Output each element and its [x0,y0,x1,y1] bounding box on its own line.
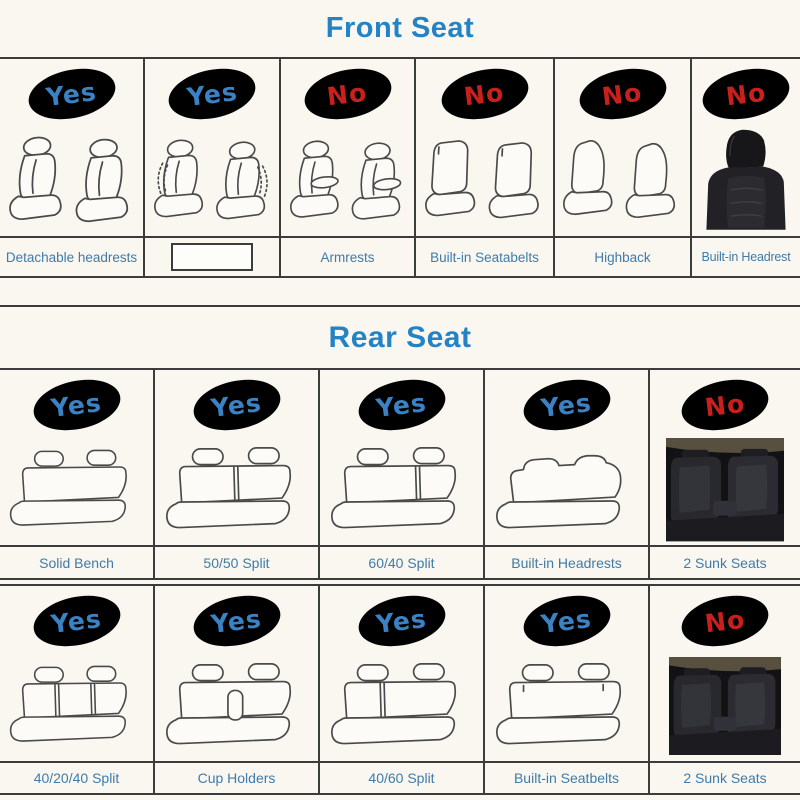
front-seats-armrests-icon [288,138,407,223]
verdict-text: Yes [539,387,594,423]
rear-cell-4060-split [320,586,485,793]
verdict-text: Yes [44,76,99,112]
verdict-text: No [703,388,747,422]
illustration-area [155,435,318,545]
verdict-text: Yes [374,603,429,639]
illustration-area [281,124,414,236]
verdict-badge [300,64,396,124]
front-seats-belts-icon [423,136,546,223]
verdict-badge [29,375,125,435]
illustration-area [650,435,800,545]
verdict-badge [164,64,260,124]
sunk-seats-photo [669,657,781,755]
front-seats-icon [7,134,136,225]
verdict-text: No [724,77,768,111]
caption: 2 Sunk Seats [650,545,800,578]
verdict-badge [189,591,285,651]
verdict-badge [354,591,450,651]
caption: Armrests [281,236,414,276]
verdict-text: Yes [49,387,104,423]
verdict-badge [519,375,615,435]
front-seat-title: Front Seat [325,12,475,44]
verdict-text: No [462,77,507,111]
front-seat-grid [0,57,800,278]
front-cell-built-in-headrest [692,59,800,276]
verdict-badge [575,64,671,124]
caption: 2 Sunk Seats [650,761,800,793]
bench-402040-icon [7,660,145,752]
highback-seats-icon [562,137,683,223]
verdict-text: Yes [209,603,264,639]
caption: Solid Bench [0,545,153,578]
caption: Built-in Headrests [485,545,648,578]
bench-molded-headrests-icon [493,441,641,539]
illustration-area [0,124,143,236]
bench-cup-holders-icon [163,657,311,755]
rear-cell-6040-split [320,370,485,578]
rear-cell-built-in-seatbelts [485,586,650,793]
illustration-area [650,651,800,761]
illustration-area [320,435,483,545]
verdict-text: Yes [539,603,594,639]
front-cell-detachable-headrests [0,59,145,276]
front-cell-armrests [281,59,416,276]
verdict-text: No [325,77,370,111]
rear-cell-cup-holders [155,586,320,793]
verdict-text: Yes [374,387,429,423]
verdict-text: No [703,604,747,638]
illustration-area [145,124,279,236]
caption: 40/20/40 Split [0,761,153,793]
bench-4060-icon [328,657,476,755]
caption: Highback [555,236,690,276]
front-seats-dotted-icon [152,137,272,222]
bench-belts-icon [493,657,641,755]
verdict-text: No [600,77,645,111]
front-cell-highback [555,59,692,276]
illustration-area [416,124,553,236]
rear-seat-grid-row1 [0,368,800,580]
illustration-area [155,651,318,761]
rear-seat-grid-row2 [0,584,800,795]
verdict-badge [698,64,794,124]
verdict-text: Yes [49,603,104,639]
caption: 40/60 Split [320,761,483,793]
caption: Built-in Headrest [692,236,800,276]
front-cell-blank-label [145,59,281,276]
illustration-area [485,651,648,761]
illustration-area [0,435,153,545]
verdict-badge [354,375,450,435]
empty-label-box [171,243,253,271]
caption: 50/50 Split [155,545,318,578]
caption [145,236,279,276]
illustration-area [692,124,800,236]
verdict-badge [29,591,125,651]
rear-cell-5050-split [155,370,320,578]
illustration-area [485,435,648,545]
verdict-badge [519,591,615,651]
rear-cell-sunk-seats-1 [650,370,800,578]
rear-cell-built-in-headrests [485,370,650,578]
bench-solid-icon [7,444,145,536]
black-seat-photo [701,128,791,232]
caption: Cup Holders [155,761,318,793]
bench-5050-icon [163,441,311,539]
caption: 60/40 Split [320,545,483,578]
rear-cell-sunk-seats-2 [650,586,800,793]
verdict-badge [189,375,285,435]
verdict-badge [24,64,120,124]
verdict-badge [677,375,773,435]
illustration-area [0,651,153,761]
verdict-text: Yes [185,76,239,112]
illustration-area [555,124,690,236]
section-separator [0,278,800,307]
rear-cell-402040-split [0,586,155,793]
sunk-seats-photo [666,438,784,541]
verdict-badge [677,591,773,651]
caption: Detachable headrests [0,236,143,276]
caption: Built-in Seatabelts [416,236,553,276]
rear-cell-solid-bench [0,370,155,578]
illustration-area [320,651,483,761]
verdict-text: Yes [209,387,264,423]
bench-6040-icon [328,441,476,539]
verdict-badge [437,64,533,124]
rear-seat-title: Rear Seat [328,320,472,354]
caption: Built-in Seatbelts [485,761,648,793]
front-cell-built-in-seatbelts [416,59,555,276]
